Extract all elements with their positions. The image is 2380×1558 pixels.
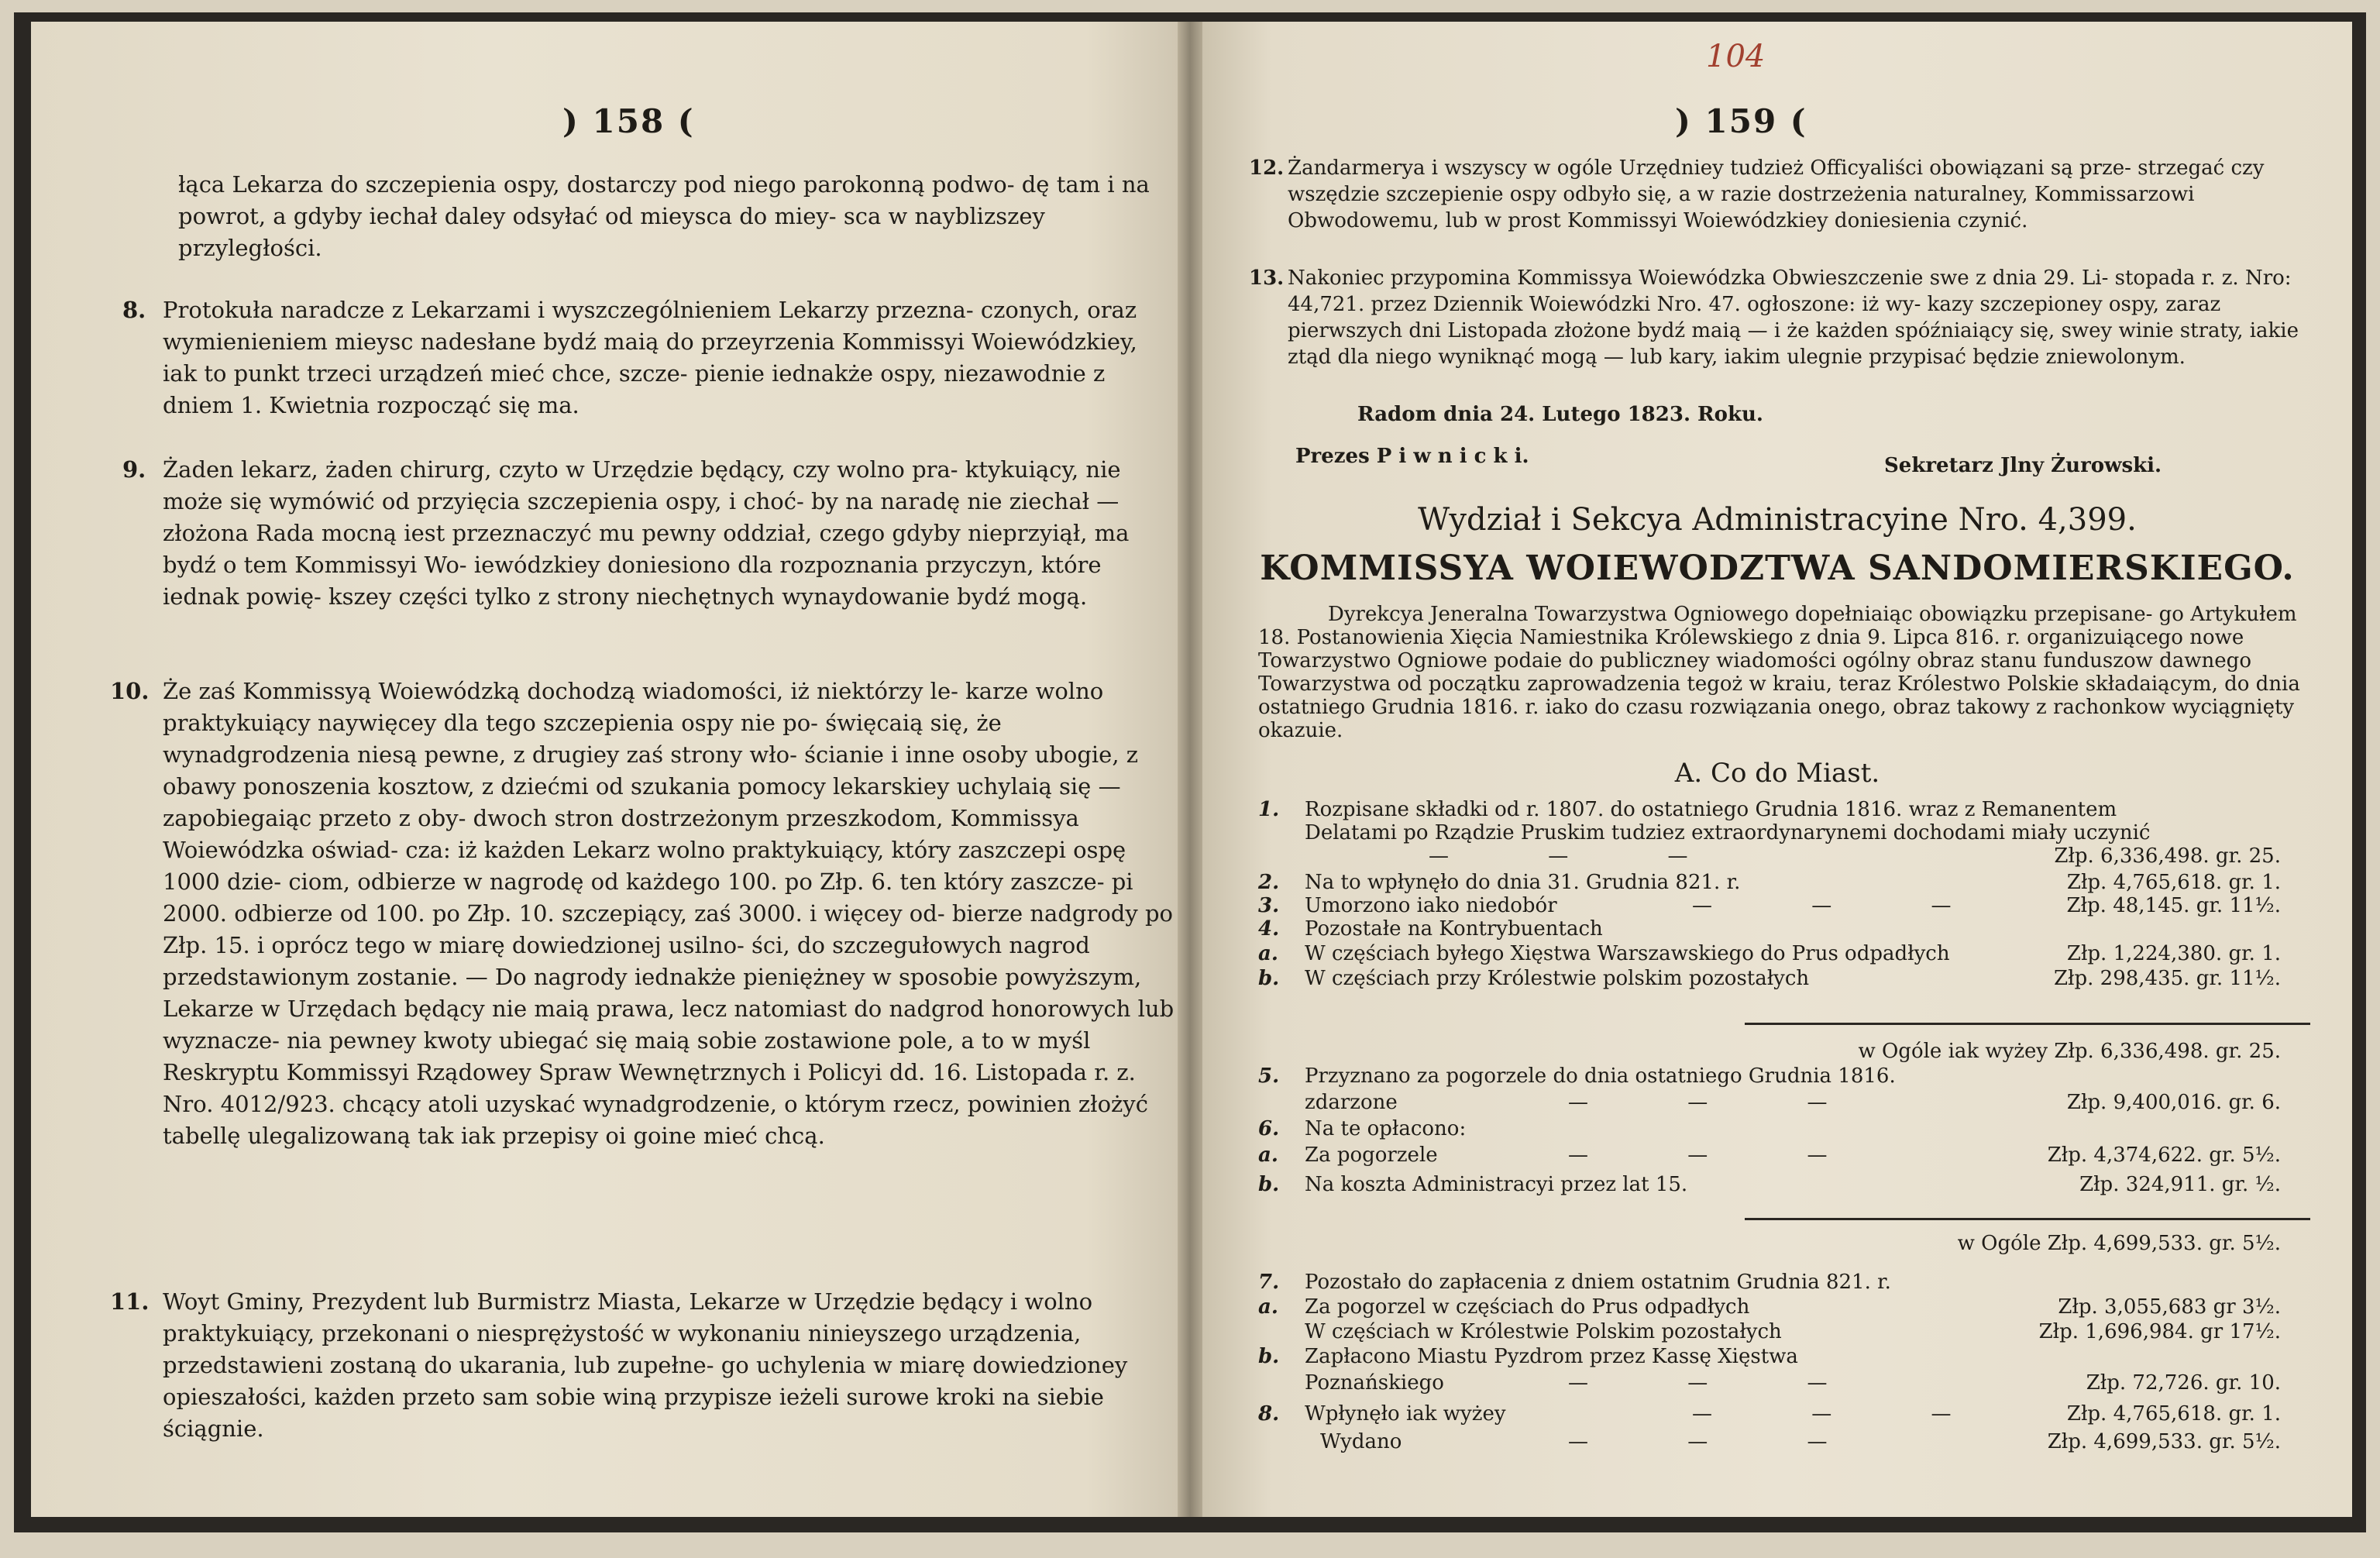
account-row: 6. Na te opłacono:	[1258, 1117, 1467, 1140]
account-row: 7. Pozostało do zapłacenia z dniem ostatnim Grudnia 821. r.	[1258, 1271, 1891, 1294]
account-row: a. Za pogorzele — — — Złp. 4,374,622. gr. 5½.	[1258, 1144, 2281, 1167]
dateline: Radom dnia 24. Lutego 1823. Roku.	[1357, 403, 1763, 426]
account-row: 2. Na to wpłynęło do dnia 31. Grudnia 821. r. Złp. 4,765,618. gr. 1.	[1258, 871, 2281, 894]
handwritten-number: 104	[1706, 39, 1766, 74]
account-row: b. Na koszta Administracyi przez lat 15. Złp. 324,911. gr. ½.	[1258, 1173, 2281, 1196]
account-row: w Ogóle Złp. 4,699,533. gr. 5½.	[1957, 1232, 2281, 1255]
subheading-cities: A. Co do Miast.	[1674, 758, 1880, 789]
sum-rule	[1745, 1023, 2310, 1025]
account-row: a. Za pogorzel w częściach do Prus odpadłych Złp. 3,055,683 gr 3½.	[1258, 1295, 2281, 1319]
paragraph-8: 8. Protokuła naradcze z Lekarzami i wyszczególnieniem Lekarzy przezna- czonych, oraz wymienieniem mieysc nadesłane bydź maią do przeyrzenia Kommissyi Woiewódzkiey, iak to punkt trzeci urządzeń mieć chce, szcze- pienie iednakże ospy, niezawodnie z dniem 1. Kwietnia rozpocząć się ma.	[122, 297, 1137, 418]
account-row: Wydano — — — Złp. 4,699,533. gr. 5½.	[1320, 1430, 2281, 1453]
account-row: 8. Wpłynęło iak wyżey — — — Złp. 4,765,618. gr. 1.	[1258, 1402, 2281, 1426]
account-row: Poznańskiego — — — Złp. 72,726. gr. 10.	[1305, 1371, 2281, 1395]
account-row: 4. Pozostałe na Kontrybuentach	[1258, 917, 1603, 941]
paragraph-9: 9. Żaden lekarz, żaden chirurg, czyto w Urzędzie będący, czy wolno pra- ktykuiący, nie może się wymówić od przyięcia szczepienia ospy, i choć- by na naradę nie ziechał — złożona Rada mocną iest przeznaczyć mu pewny oddział, czego gdyby nieprzyiął, ma bydź o tem Kommissyi Wo- iewódzkiey doniesiono dla rozpoznania przyczyn, które iednak powię- kszey części tylko z strony niechętnych wynaydowanie bydź mogą.	[122, 456, 1130, 610]
account-row: w Ogóle iak wyżey Złp. 6,336,498. gr. 25.	[1858, 1040, 2281, 1063]
book-gutter	[1178, 22, 1202, 1517]
account-row: W częściach w Królestwie Polskim pozostałych Złp. 1,696,984. gr 17½.	[1305, 1320, 2281, 1343]
intro-paragraph: Dyrekcya Jeneralna Towarzystwa Ogniowego dopełniaiąc obowiązku przepisane- go Artykułem 18. Postanowienia Xięcia Namiestnika Królewskiego z dnia 9. Lipca 816. r. organizuiącego nowe Towarzystwo Ogniowe podaie do publiczney wiadomości ogólny obraz stanu funduszow dawnego Towarzystwa od początku zaprowadzenia tegoż w kraiu, teraz Królestwo Polskie składaiącym, do dnia ostatniego Grudnia 1816. r. iako do czasu rozwiązania onego, obraz takowy z rachonkow wyciągnięty okazuie.	[1258, 603, 2300, 742]
secretary-signature: Sekretarz Jlny Żurowski.	[1884, 454, 2162, 477]
account-row: 5. Przyznano za pogorzele do dnia ostatniego Grudnia 1816.	[1258, 1064, 1896, 1088]
account-row: 1. Rozpisane składki od r. 1807. do ostatniego Grudnia 1816. wraz z Remanentem	[1258, 798, 2117, 821]
commission-title: KOMMISSYA WOIEWODZTWA SANDOMIERSKIEGO.	[1260, 549, 2295, 588]
president-signature: Prezes P i w n i c k i.	[1295, 445, 1529, 468]
left-page	[31, 22, 1178, 1517]
section-heading: Wydział i Sekcya Administracyine Nro. 4,399.	[1418, 502, 2137, 538]
right-page	[1202, 22, 2352, 1517]
paragraph-10: 10. Że zaś Kommissyą Woiewódzką dochodzą wiadomości, iż niektórzy le- karze wolno praktykuiący naywięcey dla tego szczepienia ospy nie po- święcaią się, że wynadgrodzenia niesą pewne, z drugiey zaś strony wło- ścianie i inne osoby ubogie, z obawy ponoszenia kosztow, z dziećmi od szukania pomocy lekarskiey uchylaią się — zapobiegaiąc przeto z oby- dwoch stron dostrzeżonym przeszkodom, Kommissya Woiewódzka oświad- cza: iż każden Lekarz wolno praktykuiący, który zaszczepi ospę 1000 dzie- ciom, odbierze w nagrodę od każdego 100. po Złp. 6. ten który zaszcze- pi 2000. odbierze od 100. po Złp. 10. szczepiący, zaś 3000. i więcey od- bierze nadgrody po Złp. 15. i oprócz tego w miarę dowiedzionej usilno- ści, do szczegułowych nagrod przedstawionym zostanie. — Do nagrody iednakże pieniężney w sposobie powyższym, Lekarze w Urzędach będący nie maią prawa, lecz natomiast do nadgrod honorowych lub wyznacze- nia pewney kwoty ubiegać się maią sobie zostawione pole, a to w myśl Reskryptu Kommissyi Rządowey Spraw Wewnętrznych i Policyi dd. 16. Listopada r. z. Nro. 4012/923. chcący atoli uzyskać wynadgrodzenie, o którym rzecz, powinien złożyć tabellę ulegalizowaną tak iak przepisy oi goine mieć chcą.	[110, 678, 1175, 1149]
paragraph-continuation: łąca Lekarza do szczepienia ospy, dostarczy pod niego parokonną podwo- dę tam i na powrot, a gdyby iechał daley odsyłać od mieysca do miey- sca w nayblizszey przyległości.	[178, 171, 1150, 261]
page-number: ) 159 (	[1675, 102, 1807, 140]
sum-rule	[1745, 1218, 2310, 1220]
account-row: b. Zapłacono Miastu Pyzdrom przez Kassę Xięstwa	[1258, 1345, 1798, 1368]
account-row: zdarzone — — — Złp. 9,400,016. gr. 6.	[1305, 1091, 2281, 1114]
paragraph-11: 11. Woyt Gminy, Prezydent lub Burmistrz Miasta, Lekarze w Urzędzie będący i wolno praktykuiący, przekonani o niesprężystość w wykonaniu ninieyszego urządzenia, przedstawieni zostaną do ukarania, lub zupełne- go uchylenia w miarę dowiedzioney opieszałości, każden przeto sam sobie winą przypisze ieżeli surowe kroki na siebie ściągnie.	[110, 1288, 1128, 1442]
account-row: a. W częściach byłego Xięstwa Warszawskiego do Prus odpadłych Złp. 1,224,380. gr. 1.	[1258, 942, 2281, 965]
paragraph-12: 12. Żandarmerya i wszyscy w ogóle Urzędniey tudzież Officyaliści obowiązani są prze- strzegać czy wszędzie szczepienie ospy odbyło się, a w razie dostrzeżenia naturalney, Kommissarzowi Obwodowemu, lub w prost Kommissyi Woiewódzkiey doniesienia czynić.	[1249, 156, 2265, 232]
account-row: 3. Umorzono iako niedobór — — — Złp. 48,145. gr. 11½.	[1258, 894, 2281, 917]
account-row: b. W częściach przy Królestwie polskim pozostałych Złp. 298,435. gr. 11½.	[1258, 967, 2281, 990]
page-number: ) 158 (	[562, 102, 695, 140]
paragraph-13: 13. Nakoniec przypomina Kommissya Woiewódzka Obwieszczenie swe z dnia 29. Li- stopada r. z. Nro: 44,721. przez Dziennik Woiewódzki Nro. 47. ogłoszone: iż wy- kazy szczepioney ospy, zaraz pierwszych dni Listopada złożone bydź maią — i że każden spóźniaiący się, swey winie straty, iakie ztąd dla niego wyniknąć mogą — lub kary, iakim ulegnie przypisać będzie zniewolonym.	[1249, 267, 2299, 369]
account-row: — — — Złp. 6,336,498. gr. 25.	[1429, 844, 2281, 868]
account-row: Delatami po Rządzie Pruskim tudziez extraordynarynemi dochodami miały uczynić	[1305, 821, 2151, 844]
